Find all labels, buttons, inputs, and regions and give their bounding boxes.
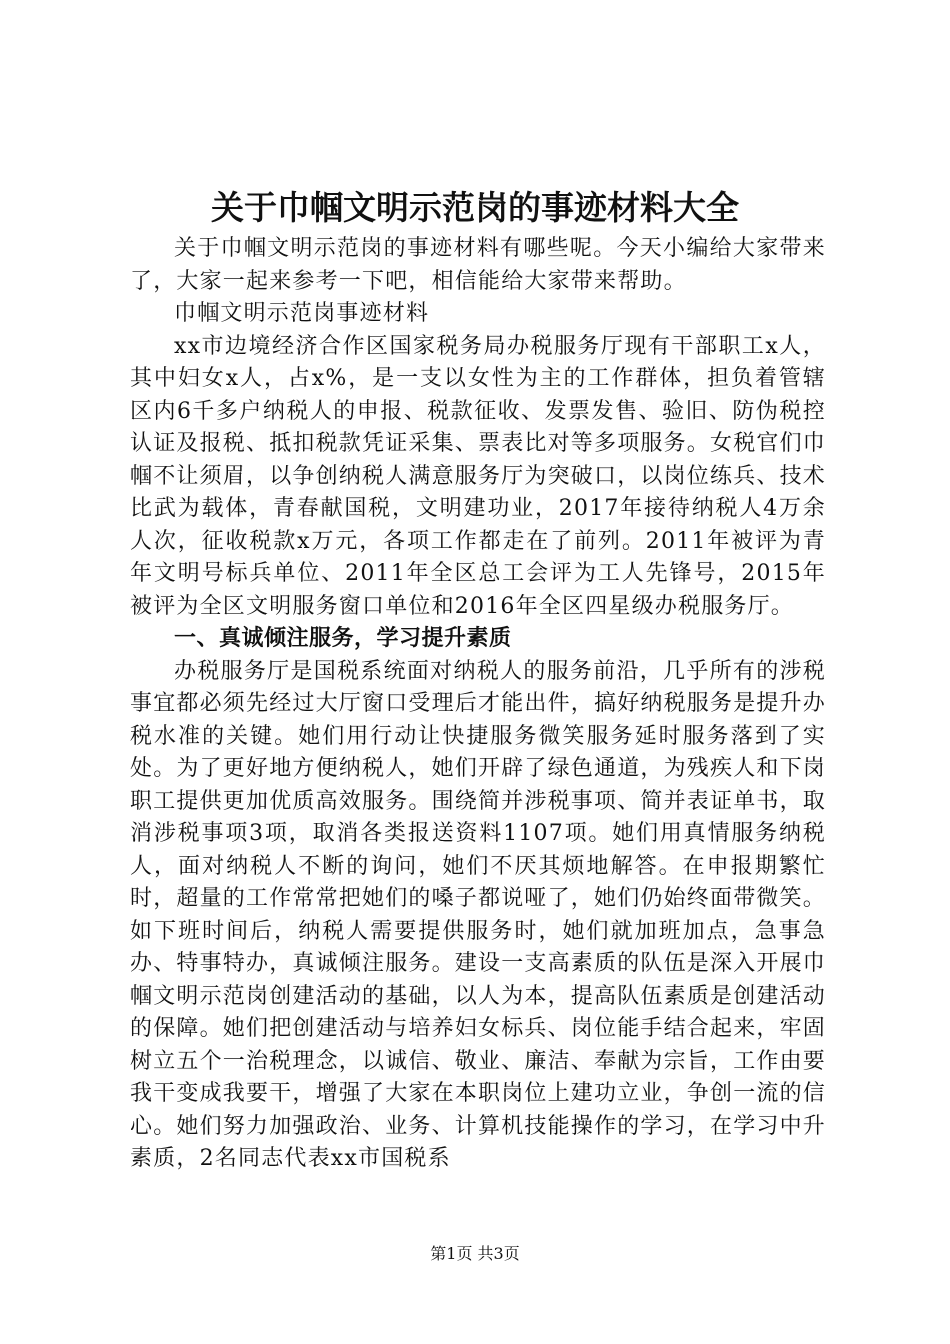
subtitle-paragraph: 巾帼文明示范岗事迹材料 <box>174 301 430 326</box>
document-body <box>130 233 826 1176</box>
body-paragraph: xx市边境经济合作区国家税务局办税服务厅现有干部职工x人，其中妇女x人，占x%，是一支以女性为主的工作群体，担负着管辖区内6千多户纳税人的申报、税款征收、发票发售、验旧、防伪税控认证及报税、抵扣税款凭证采集、票表比对等多项服务。女税官们巾帼不让须眉，以争创纳税人满意服务厅为突破口，以岗位练兵、技术比武为载体，青春献国税，文明建功业，2017年接待纳税人4万余人次，征收税款x万元，各项工作都走在了前列。2011年被评为青年文明号标兵单位、2011年全区总工会评为工人先锋号，2015年被评为全区文明服务窗口单位和2016年全区四星级办税服务厅。 <box>130 333 827 619</box>
section-heading: 一、真诚倾注服务，学习提升素质 <box>174 626 512 651</box>
intro-paragraph: 关于巾帼文明示范岗的事迹材料有哪些呢。今天小编给大家带来了，大家一起来参考一下吧，相信能给大家带来帮助。 <box>130 236 826 294</box>
body-paragraph: 办税服务厅是国税系统面对纳税人的服务前沿，几乎所有的涉税事宜都必须先经过大厅窗口受理后才能出件，搞好纳税服务是提升办税水准的关键。她们用行动让快捷服务微笑服务延时服务落到了实处。为了更好地方便纳税人，她们开辟了绿色通道，为残疾人和下岗职工提供更加优质高效服务。围绕简并涉税事项、简并表证单书，取消涉税事项3项，取消各类报送资料1107项。她们用真情服务纳税人，面对纳税人不断的询问，她们不厌其烦地解答。在申报期繁忙时，超量的工作常常把她们的嗓子都说哑了，她们仍始终面带微笑。如下班时间后，纳税人需要提供服务时，她们就加班加点，急事急办、特事特办，真诚倾注服务。建设一支高素质的队伍是深入开展巾帼文明示范岗创建活动的基础，以人为本，提高队伍素质是创建活动的保障。她们把创建活动与培养妇女标兵、岗位能手结合起来，牢固树立五个一治税理念，以诚信、敬业、廉洁、奉献为宗旨，工作由要我干变成我要干，增强了大家在本职岗位上建功立业，争创一流的信心。她们努力加强政治、业务、计算机技能操作的学习，在学习中升素质，2名同志代表xx市国税系 <box>130 658 827 1171</box>
page-number-footer: 第1页 共3页 <box>430 1244 520 1263</box>
document-title: 关于巾帼文明示范岗的事迹材料大全 <box>211 188 739 227</box>
